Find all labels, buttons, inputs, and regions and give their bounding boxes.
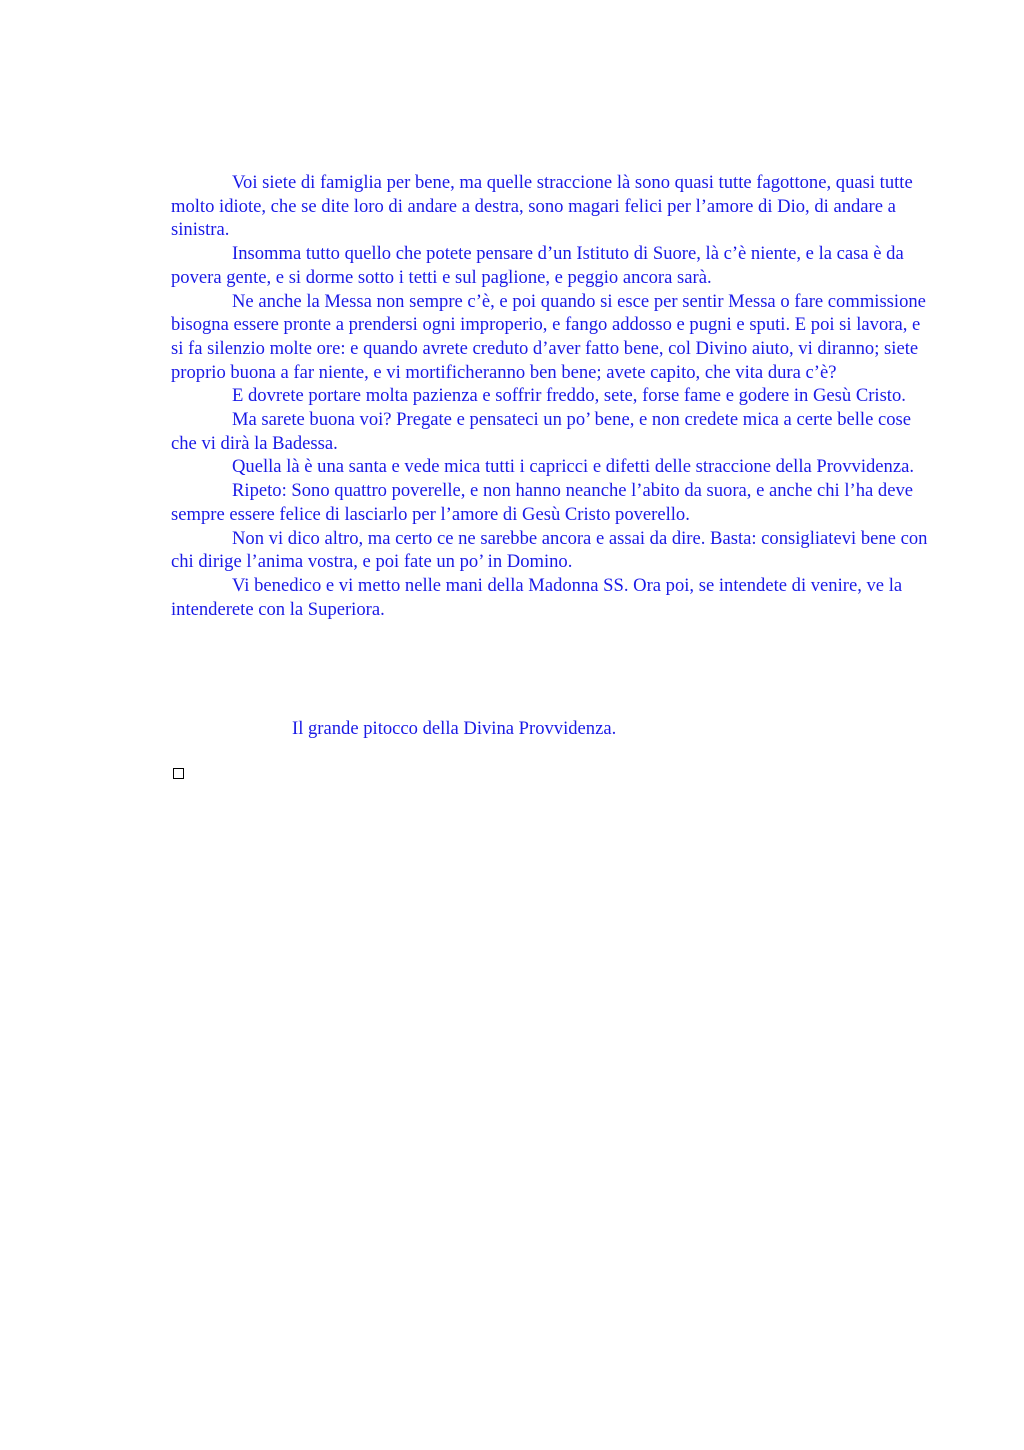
letter-body	[171, 171, 931, 621]
paragraph: Insomma tutto quello che potete pensare d’un Istituto di Suore, là c’è niente, e la casa è da povera gente, e si dorme sotto i tetti e sul paglione, e peggio ancora sarà.	[171, 243, 904, 288]
paragraph: Ma sarete buona voi? Pregate e pensateci un po’ bene, e non credete mica a certe belle cose che vi dirà la Badessa.	[171, 409, 912, 454]
signature: Il grande pitocco della Divina Provvidenza.	[292, 718, 617, 739]
paragraph: Ne anche la Messa non sempre c’è, e poi quando si esce per sentir Messa o fare commissione bisogna essere pronte a prendersi ogni improperio, e fango addosso e pugni e sputi. E poi si lavora, e si fa silenzio molte ore: e quando avrete creduto d’aver fatto bene, col Divino aiuto, vi diranno; siete proprio buona a far niente, e vi mortificheranno ben bene; avete capito, che vita dura c’è?	[171, 290, 926, 383]
paragraph: Quella là è una santa e vede mica tutti i capricci e difetti delle straccione della Provvidenza.	[232, 456, 914, 478]
empty-square-icon	[173, 768, 184, 779]
paragraph: E dovrete portare molta pazienza e soffrir freddo, sete, forse fame e godere in Gesù Cristo.	[232, 385, 906, 407]
paragraph: Voi siete di famiglia per bene, ma quelle straccione là sono quasi tutte fagottone, quasi tutte molto idiote, che se dite loro di andare a destra, sono magari felici per l’amore di Dio, di andare a sinistra.	[171, 172, 913, 241]
paragraph: Vi benedico e vi metto nelle mani della Madonna SS. Ora poi, se intendete di venire, ve la intenderete con la Superiora.	[171, 574, 903, 620]
paragraph: Non vi dico altro, ma certo ce ne sarebbe ancora e assai da dire. Basta: consigliatevi bene con chi dirige l’anima vostra, e poi fate un po’ in Domino.	[171, 527, 928, 573]
paragraph: Ripeto: Sono quattro poverelle, e non hanno neanche l’abito da suora, e anche chi l’ha deve sempre essere felice di lasciarlo per l’amore di Gesù Cristo poverello.	[171, 480, 914, 525]
